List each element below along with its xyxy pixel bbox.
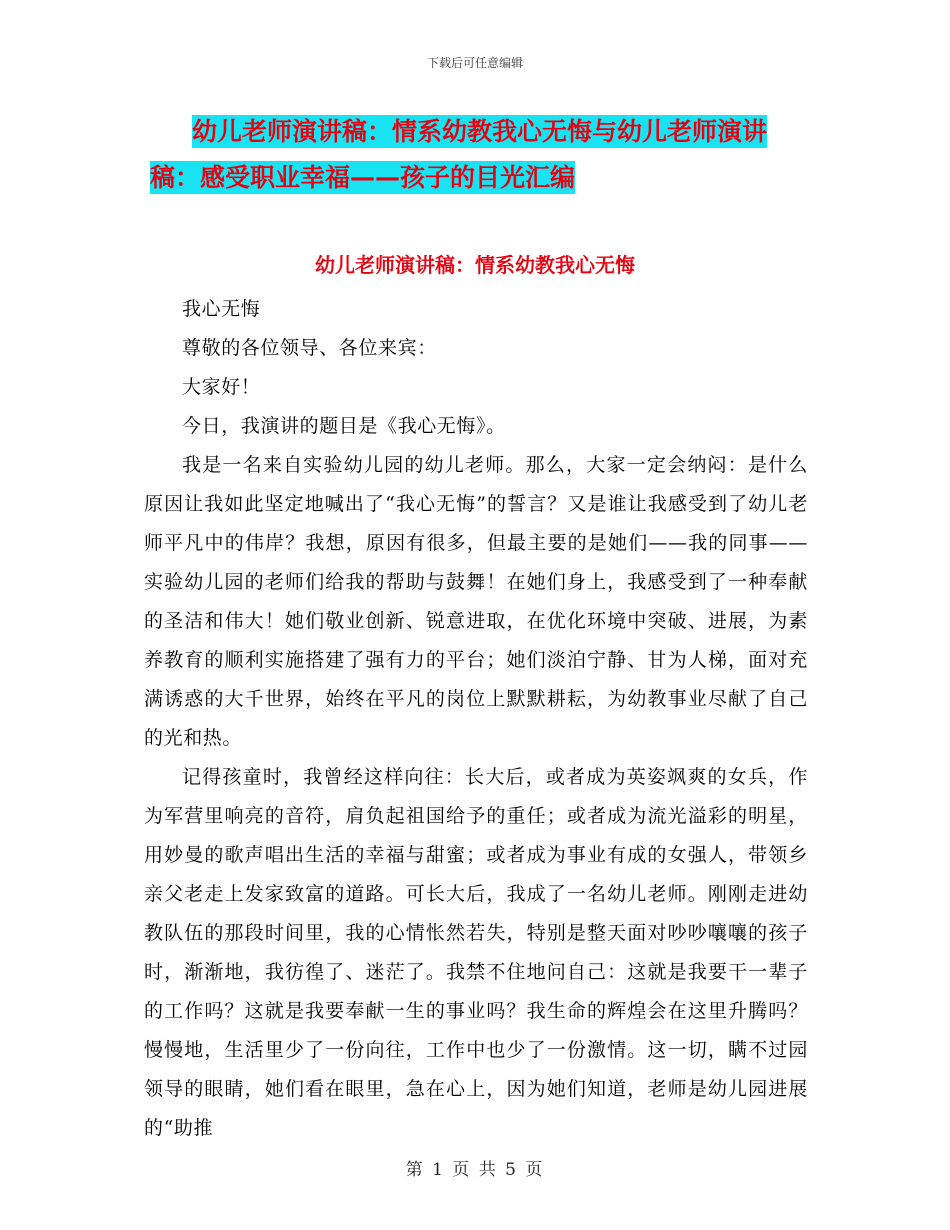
title-highlight-2: 稿：感受职业幸福——孩子的目光汇编 (150, 163, 576, 192)
section-title: 幼儿老师演讲稿：情系幼教我心无悔 (315, 253, 635, 277)
paragraph-salutation: 尊敬的各位领导、各位来宾： (182, 337, 437, 359)
document-title-line-1 (150, 109, 810, 155)
paragraph-body-1: 我是一名来自实验幼儿园的幼儿老师。那么，大家一定会纳闷：是什么原因让我如此坚定地喊出了“我心无悔”的誓言？又是谁让我感受到了幼儿老师平凡中的伟岸？我想，原因有很多，但最主要的是她们——我的同事——实验幼儿园的老师们给我的帮助与鼓舞！在她们身上，我感受到了一种奉献的圣洁和伟大！她们敬业创新、锐意进取，在优化环境中突破、进展，为素养教育的顺利实施搭建了强有力的平台；她们淡泊宁静、甘为人梯，面对充满诱惑的大千世界，始终在平凡的岗位上默默耕耘，为幼教事业尽献了自己的光和热。 (144, 454, 808, 749)
document-title-line-2 (150, 155, 810, 201)
body-text (144, 290, 808, 1148)
paragraph-topic: 今日，我演讲的题目是《我心无悔》。 (182, 415, 506, 437)
document-title (150, 109, 810, 201)
page-footer-number: 第 1 页 共 5 页 (405, 1160, 545, 1180)
page-header-note: 下载后可任意编辑 (426, 56, 523, 70)
paragraph-body-2: 记得孩童时，我曾经这样向往：长大后，或者成为英姿飒爽的女兵，作为军营里响亮的音符，肩负起祖国给予的重任；或者成为流光溢彩的明星，用妙曼的歌声唱出生活的幸福与甜蜜；或者成为事业有成的女强人，带领乡亲父老走上发家致富的道路。可长大后，我成了一名幼儿老师。刚刚走进幼教队伍的那段时间里，我的心情怅然若失，特别是整天面对吵吵嚷嚷的孩子时，渐渐地，我彷徨了、迷茫了。我禁不住地问自己：这就是我要干一辈子的工作吗？这就是我要奉献一生的事业吗？我生命的辉煌会在这里升腾吗？慢慢地，生活里少了一份向往，工作中也少了一份激情。这一切，瞒不过园领导的眼睛，她们看在眼里，急在心上，因为她们知道，老师是幼儿园进展的“助推 (144, 766, 808, 1139)
title-highlight-1: 幼儿老师演讲稿：情系幼教我心无悔与幼儿老师演讲 (192, 117, 768, 146)
paragraph-greeting: 大家好！ (182, 376, 261, 398)
paragraph-heading: 我心无悔 (182, 298, 261, 320)
